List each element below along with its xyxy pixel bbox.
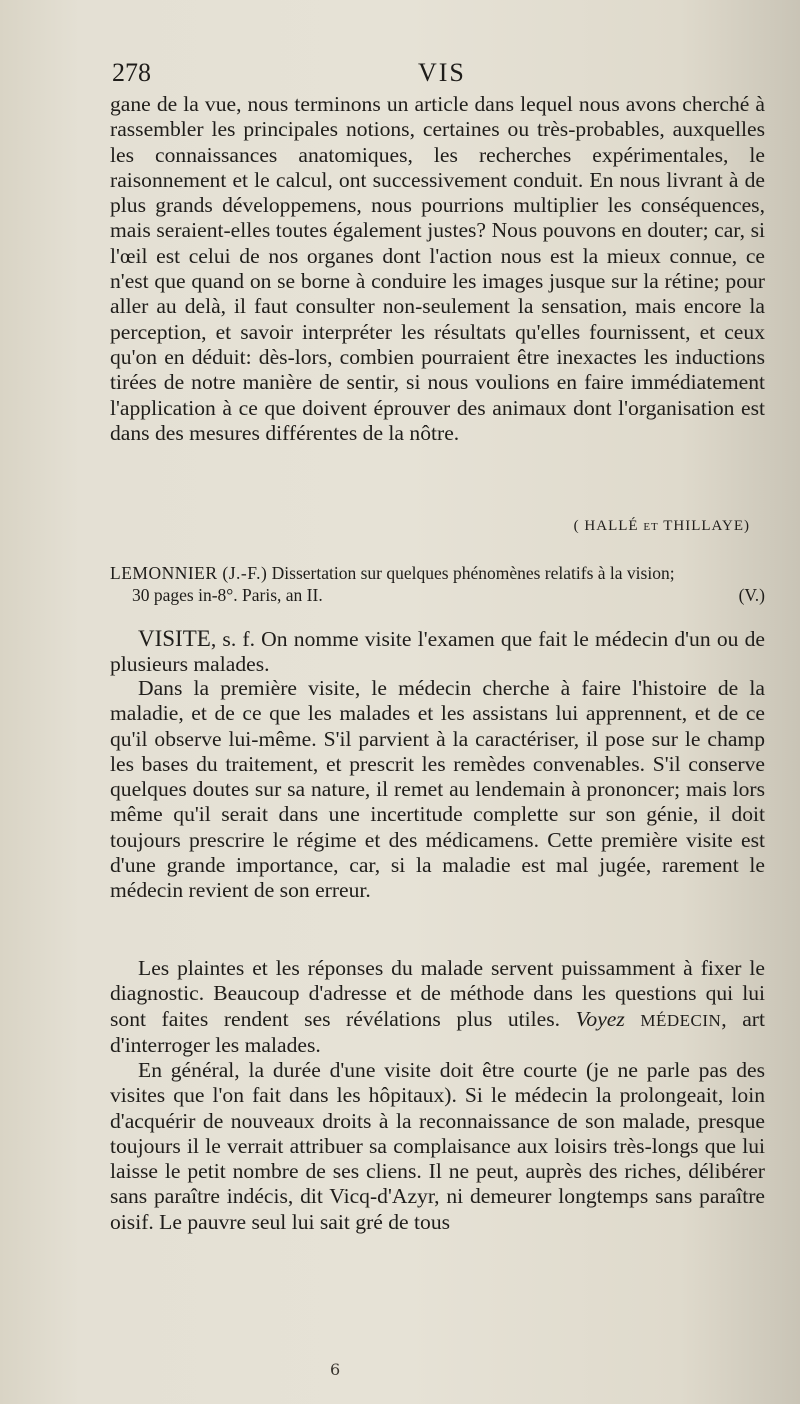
paragraph-3-text: Les plaintes et les réponses du malade servent puissamment à fixer le diagnostic. Beaucoup d'adresse et de méthode dans les questions qui lui sont faites rendent ses révélations plus utiles. (110, 956, 765, 1031)
bibliography-title: Dissertation sur quelques phénomènes relatifs à la vision; (271, 563, 675, 583)
running-head: VIS (418, 58, 466, 87)
article-headword: VISITE (138, 626, 211, 651)
bibliography-author: LEMONNIER (J.-F.) (110, 563, 268, 583)
bibliography-line-2 (110, 584, 765, 606)
bibliography-initial: (V.) (738, 585, 765, 605)
bibliography-line-1 (110, 562, 765, 584)
continued-article-text: gane de la vue, nous terminons un article dans lequel nous avons cherché à rassembler les principales notions, certaines ou très-probables, auxquelles les connaissances anatomiques, les recherches expérimentales, le raisonnement et le calcul, ont successivement conduit. En nous livrant à de plus grands développemens, nous pourrions multiplier les conséquences, mais seraient-elles toutes également justes? Nous pouvons en douter; car, si l'œil est celui de nos organes dont l'action nous est la mieux connue, ce n'est que quand on se borne à conduire les images jusque sur la rétine; pour aller au delà, il faut consulter non-seulement la sensation, mais encore la perception, et savoir interpréter les résultats qu'elles fournissent, et ceux qu'on en déduit: dès-lors, combien pourraient être inexactes les inductions tirées de notre manière de sentir, si nous voulions en faire immédiatement l'application à ce que doivent éprouver des animaux dont l'organisation est dans des mesures différentes de la nôtre. (110, 92, 765, 445)
definition-text: , s. f. On nomme visite l'examen que fait le médecin d'un ou de plusieurs malades. (110, 627, 765, 677)
article-paragraph-2: Dans la première visite, le médecin cherche à faire l'histoire de la maladie, et de ce que les malades et les assistans lui apprennent, et de ce qu'il observe lui-même. S'il parvient à la caractériser, il pose sur le champ les bases du traitement, et prescrit les remèdes convenables. S'il conserve quelques doutes sur sa nature, il remet au lendemain à prononcer; mais lors même qu'il serait dans une incertitude complette sur son génie, il doit toujours prescrire le régime et des médicamens. Cette première visite est d'une grande importance, car, si la maladie est mal jugée, rarement le médecin revient de son erreur. (110, 676, 765, 903)
footer-mark: 6 (330, 1360, 341, 1379)
author-signature (574, 518, 750, 535)
article-paragraph-3 (110, 956, 765, 1058)
article-paragraph-4: En général, la durée d'une visite doit être courte (je ne parle pas des visites que l'on fait dans les hôpitaux). Si le médecin la prolongeait, loin d'acquérir de nouveaux droits à la reconnaissance de son malade, presque toujours il le verrait attribuer sa complaisance aux loisirs très-longs que lui laisse le petit nombre de ses cliens. Il ne peut, auprès des riches, délibérer sans paraître indécis, dit Vicq-d'Azyr, ni demeurer longtemps sans paraître oisif. Le pauvre seul lui sait gré de tous (110, 1058, 765, 1234)
voyez-reference: Voyez (575, 1006, 625, 1031)
page-header (112, 58, 760, 90)
paragraph-3-end: , art d'interroger les malades. (110, 1006, 765, 1057)
cross-reference-medecin: MÉDECIN (640, 1010, 722, 1030)
bibliography-entry (110, 562, 765, 606)
article-definition (110, 626, 765, 678)
page-number: 278 (112, 58, 151, 87)
bibliography-details: 30 pages in-8°. Paris, an II. (132, 585, 323, 605)
signature-text: ( HALLÉ et THILLAYE) (573, 518, 750, 534)
